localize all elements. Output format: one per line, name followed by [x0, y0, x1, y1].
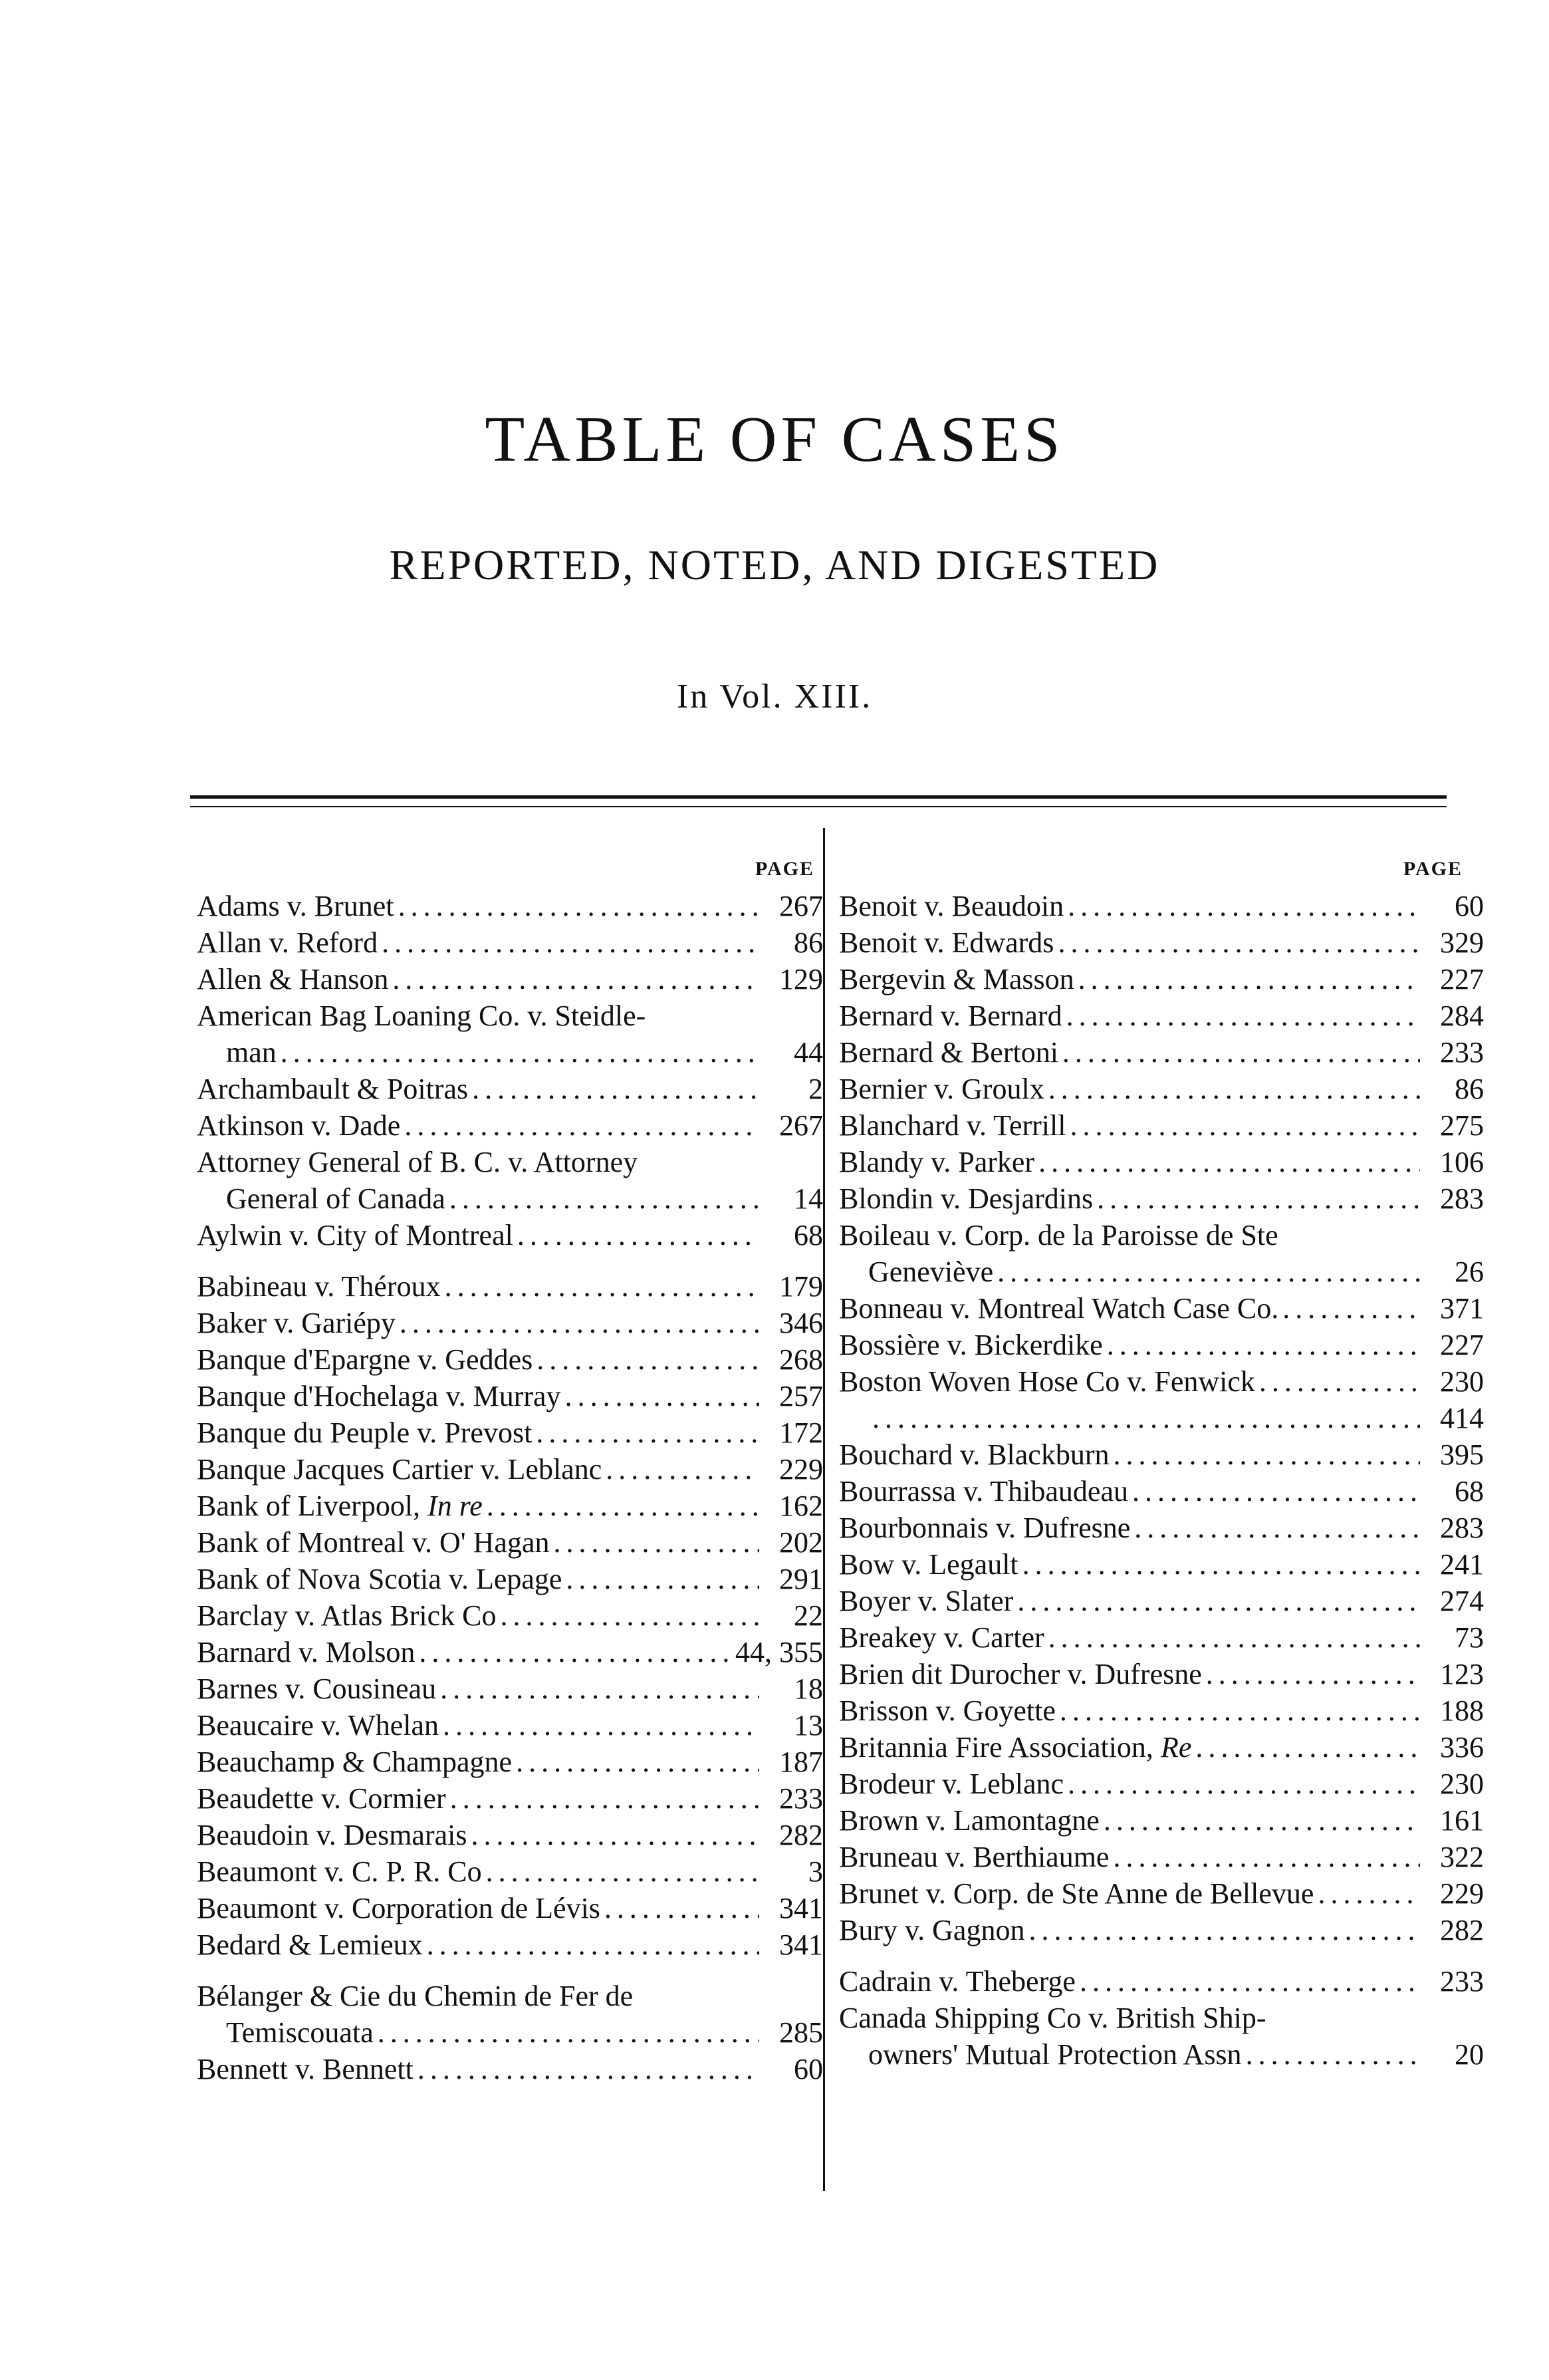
case-entry: [197, 1488, 823, 1524]
dot-leader: [419, 1634, 731, 1670]
page-number: 202: [779, 1526, 823, 1559]
dot-leader: [1104, 1802, 1420, 1839]
dot-leader: [1048, 1619, 1420, 1656]
page-number: 282: [1440, 1914, 1484, 1946]
case-entry: [197, 1524, 823, 1561]
case-entry: [197, 2014, 823, 2051]
dot-leader: [378, 2014, 759, 2051]
case-entry: [197, 1978, 823, 2014]
dot-leader: [566, 1561, 759, 1597]
dot-leader: [398, 888, 759, 924]
case-entry: [197, 1926, 823, 1963]
page-number: 329: [1440, 926, 1484, 959]
dot-leader: [404, 1107, 759, 1144]
page-number: 322: [1440, 1841, 1484, 1873]
page-number: 179: [779, 1270, 823, 1303]
case-name: Cadrain v. Theberge: [839, 1965, 1076, 1998]
case-name: American Bag Loaning Co. v. Steidle-: [197, 999, 646, 1032]
case-name: Baker v. Gariépy: [197, 1307, 396, 1339]
case-name: Banque Jacques Cartier v. Leblanc: [197, 1453, 602, 1486]
dot-leader: [536, 1341, 759, 1378]
case-name: Babineau v. Théroux: [197, 1270, 441, 1303]
page-number: 86: [794, 926, 823, 959]
dot-leader: [1048, 1071, 1420, 1107]
page-number: 229: [779, 1453, 823, 1486]
case-name: Bedard & Lemieux: [197, 1928, 423, 1961]
case-entry: [197, 1144, 823, 1180]
case-list-left: [197, 888, 823, 2087]
case-entry: [839, 1473, 1484, 1510]
page-number: 285: [779, 2016, 823, 2049]
case-name: Barnard v. Molson: [197, 1636, 416, 1668]
case-name: Bossière v. Bickerdike: [839, 1329, 1103, 1361]
dot-leader: [1195, 1729, 1420, 1766]
case-name: Brunet v. Corp. de Ste Anne de Bellevue: [839, 1877, 1314, 1910]
page-column-heading-right: PAGE: [1403, 858, 1463, 880]
case-entry: [197, 1071, 823, 1107]
case-name: Allen & Hanson: [197, 963, 389, 995]
page-number: 2: [808, 1073, 823, 1105]
page-number: 229: [1440, 1877, 1484, 1910]
page-number: 73: [1455, 1621, 1484, 1654]
case-name: Allan v. Reford: [197, 926, 378, 959]
dot-leader: [281, 1034, 759, 1071]
case-entry: [839, 1363, 1484, 1400]
dot-leader: [1132, 1473, 1420, 1510]
case-name: Canada Shipping Co v. British Ship-: [839, 2002, 1266, 2034]
page-number: 275: [1440, 1109, 1484, 1142]
dot-leader: [1028, 1912, 1420, 1948]
case-name: Bourbonnais v. Dufresne: [839, 1512, 1131, 1544]
dot-leader: [1060, 1692, 1420, 1729]
case-name: Bruneau v. Berthiaume: [839, 1841, 1110, 1873]
page-number: 268: [779, 1343, 823, 1376]
case-entry: [197, 1817, 823, 1853]
dot-leader: [516, 1744, 759, 1780]
case-name: Boyer v. Slater: [839, 1585, 1014, 1617]
case-name: Blandy v. Parker: [839, 1146, 1035, 1178]
case-entry: [839, 1217, 1484, 1254]
case-name: Bank of Nova Scotia v. Lepage: [197, 1563, 562, 1595]
page-number: 341: [779, 1928, 823, 1961]
case-name: General of Canada: [226, 1182, 445, 1215]
dot-leader: [445, 1268, 759, 1305]
case-name: Bank of Montreal v. O' Hagan: [197, 1526, 550, 1559]
page-number: 3: [808, 1855, 823, 1888]
page-number: 274: [1440, 1585, 1484, 1617]
case-name: Brisson v. Goyette: [839, 1694, 1056, 1727]
case-name: Barclay v. Atlas Brick Co: [197, 1599, 497, 1632]
case-name: Beaucaire v. Whelan: [197, 1709, 439, 1742]
case-entry: [839, 1510, 1484, 1546]
case-name: Temiscouata: [226, 2016, 374, 2049]
case-entry: [839, 1254, 1484, 1290]
dot-leader: [427, 1926, 759, 1963]
dot-leader: [1058, 924, 1420, 961]
case-entry: [839, 924, 1484, 961]
case-entry: [839, 1963, 1484, 2000]
dot-leader: [486, 1853, 759, 1890]
case-name: Boston Woven Hose Co v. Fenwick: [839, 1365, 1255, 1398]
dot-leader: [400, 1305, 759, 1341]
dot-leader: [1113, 1839, 1420, 1875]
page-number: 44: [794, 1036, 823, 1069]
case-entry: [197, 1634, 823, 1670]
case-name: Bernard v. Bernard: [839, 999, 1062, 1032]
case-name: Geneviève: [868, 1256, 994, 1288]
dot-leader: [1206, 1656, 1420, 1692]
case-entry: [839, 1144, 1484, 1180]
case-entry: [197, 888, 823, 924]
page-number: 257: [779, 1380, 823, 1412]
page-number: 241: [1440, 1548, 1484, 1581]
page-number: 188: [1440, 1694, 1484, 1727]
case-name: Bury v. Gagnon: [839, 1914, 1025, 1946]
case-name: Bouchard v. Blackburn: [839, 1438, 1110, 1471]
dot-leader: [487, 1488, 759, 1524]
page-number: 233: [779, 1782, 823, 1815]
dot-leader: [501, 1597, 759, 1634]
dot-leader: [997, 1254, 1420, 1290]
case-entry: [839, 961, 1484, 997]
dot-leader: [1022, 1546, 1420, 1583]
case-entry: [839, 2000, 1484, 2036]
page-number: 371: [1440, 1292, 1484, 1325]
page-column-heading-left: PAGE: [755, 858, 814, 880]
case-entry: [197, 1780, 823, 1817]
case-name: Brodeur v. Leblanc: [839, 1768, 1064, 1800]
case-entry: [839, 997, 1484, 1034]
page-number: 13: [794, 1709, 823, 1742]
dot-leader: [472, 1071, 759, 1107]
case-entry: [197, 1670, 823, 1707]
case-entry: [197, 924, 823, 961]
case-name: Bennett v. Bennett: [197, 2053, 414, 2085]
dot-leader: [443, 1707, 759, 1744]
case-entry: [839, 2036, 1484, 2073]
page-number: 346: [779, 1307, 823, 1339]
case-entry: [839, 888, 1484, 924]
dot-leader: [1246, 2036, 1420, 2073]
dot-leader: [872, 1400, 1420, 1436]
case-entry: [839, 1400, 1484, 1436]
case-name: Bernard & Bertoni: [839, 1036, 1058, 1069]
dot-leader: [1062, 1034, 1420, 1071]
page-number: 395: [1440, 1438, 1484, 1471]
case-entry: [197, 961, 823, 997]
dot-leader: [440, 1670, 759, 1707]
dot-leader: [1066, 997, 1420, 1034]
page-number: 14: [794, 1182, 823, 1215]
dot-leader: [1097, 1180, 1420, 1217]
case-entry: [839, 1107, 1484, 1144]
page-number: 230: [1440, 1365, 1484, 1398]
case-entry: [197, 1378, 823, 1414]
case-entry: [197, 997, 823, 1034]
dot-leader: [1259, 1363, 1420, 1400]
case-list-right: [839, 888, 1484, 2073]
case-entry: [197, 1451, 823, 1488]
page-number: 233: [1440, 1965, 1484, 1998]
page-number: 291: [779, 1563, 823, 1595]
page-number: 341: [779, 1892, 823, 1924]
case-entry: [197, 1341, 823, 1378]
case-entry: [839, 1290, 1484, 1327]
dot-leader: [554, 1524, 760, 1561]
page-number: 20: [1455, 2038, 1484, 2071]
dot-leader: [604, 1890, 759, 1926]
case-name: Beaudoin v. Desmarais: [197, 1819, 467, 1851]
case-name: Atkinson v. Dade: [197, 1109, 401, 1142]
dot-leader: [1113, 1436, 1420, 1473]
page-number: 172: [779, 1416, 823, 1449]
case-entry: [197, 1597, 823, 1634]
case-name: Bélanger & Cie du Chemin de Fer de: [197, 1980, 634, 2012]
page-title: TABLE OF CASES: [485, 404, 1064, 475]
page-number: 336: [1440, 1731, 1484, 1764]
case-name: Blondin v. Desjardins: [839, 1182, 1094, 1215]
case-name: Britannia Fire Association, Re: [839, 1731, 1192, 1764]
page-number: 26: [1455, 1256, 1484, 1288]
case-entry: [839, 1327, 1484, 1363]
page-number: 233: [1440, 1036, 1484, 1069]
dot-leader: [1318, 1875, 1420, 1912]
page-number: 60: [794, 2053, 823, 2085]
page-number: 187: [779, 1746, 823, 1778]
page-number: 106: [1440, 1146, 1484, 1178]
dot-leader: [1107, 1327, 1420, 1363]
case-entry: [839, 1692, 1484, 1729]
case-name: Bourrassa v. Thibaudeau: [839, 1475, 1128, 1508]
case-name: Beaumont v. Corporation de Lévis: [197, 1892, 600, 1924]
dot-leader: [1080, 1963, 1420, 2000]
page-number: 282: [779, 1819, 823, 1851]
case-name: Boileau v. Corp. de la Paroisse de Ste: [839, 1219, 1278, 1252]
case-entry: [839, 1034, 1484, 1071]
case-name: Bergevin & Masson: [839, 963, 1074, 995]
page-number: 22: [794, 1599, 823, 1632]
volume-label: In Vol. XIII.: [676, 678, 873, 716]
dot-leader: [1068, 888, 1420, 924]
case-entry: [839, 1180, 1484, 1217]
dot-leader: [449, 1180, 759, 1217]
case-entry: [839, 1071, 1484, 1107]
case-name: Bernier v. Groulx: [839, 1073, 1044, 1105]
case-entry: [197, 1034, 823, 1071]
case-entry: [197, 1305, 823, 1341]
page-number: 284: [1440, 999, 1484, 1032]
case-entry: [197, 1414, 823, 1451]
case-name: Benoit v. Edwards: [839, 926, 1054, 959]
header-rule-thin: [190, 806, 1447, 807]
page-number: 86: [1455, 1073, 1484, 1105]
dot-leader: [536, 1414, 759, 1451]
page-subtitle: REPORTED, NOTED, AND DIGESTED: [389, 541, 1160, 589]
page-number: 60: [1455, 890, 1484, 922]
case-entry: [197, 1561, 823, 1597]
page-number: 230: [1440, 1768, 1484, 1800]
page-number: 68: [1455, 1475, 1484, 1508]
case-name: Beaumont v. C. P. R. Co: [197, 1855, 482, 1888]
dot-leader: [450, 1780, 759, 1817]
page-number: 44, 355: [735, 1636, 823, 1668]
dot-leader: [1078, 961, 1420, 997]
case-entry: [839, 1839, 1484, 1875]
page-number: 283: [1440, 1512, 1484, 1544]
page-number: 123: [1440, 1658, 1484, 1690]
case-name: Bank of Liverpool, In re: [197, 1490, 483, 1522]
page-number: 68: [794, 1219, 823, 1252]
case-entry: [197, 1744, 823, 1780]
case-name: Bonneau v. Montreal Watch Case Co.: [839, 1292, 1279, 1325]
page-number: 283: [1440, 1182, 1484, 1215]
case-name: Adams v. Brunet: [197, 890, 394, 922]
dot-leader: [1134, 1510, 1420, 1546]
dot-leader: [471, 1817, 759, 1853]
page-number: 129: [779, 963, 823, 995]
case-entry: [839, 1875, 1484, 1912]
case-entry: [839, 1546, 1484, 1583]
case-name: Bow v. Legault: [839, 1548, 1018, 1581]
case-name: Banque d'Epargne v. Geddes: [197, 1343, 533, 1376]
case-name: Beaudette v. Cormier: [197, 1782, 446, 1815]
case-name: owners' Mutual Protection Assn: [868, 2038, 1242, 2071]
case-entry: [839, 1912, 1484, 1948]
case-entry: [197, 1707, 823, 1744]
case-entry: [839, 1766, 1484, 1802]
case-entry: [197, 1268, 823, 1305]
case-entry: [197, 2051, 823, 2087]
dot-leader: [517, 1217, 759, 1254]
dot-leader: [1282, 1290, 1420, 1327]
case-name: Archambault & Poitras: [197, 1073, 469, 1105]
case-entry: [197, 1853, 823, 1890]
case-name: Banque du Peuple v. Prevost: [197, 1416, 533, 1449]
case-entry: [839, 1619, 1484, 1656]
page-number: 161: [1440, 1804, 1484, 1837]
case-name: Breakey v. Carter: [839, 1621, 1044, 1654]
case-name: Brown v. Lamontagne: [839, 1804, 1100, 1837]
case-name: Benoit v. Beaudoin: [839, 890, 1064, 922]
case-name: Blanchard v. Terrill: [839, 1109, 1066, 1142]
page-number: 227: [1440, 963, 1484, 995]
page-number: 414: [1440, 1402, 1484, 1434]
page-number: 162: [779, 1490, 823, 1522]
dot-leader: [1017, 1583, 1420, 1619]
page-number: 227: [1440, 1329, 1484, 1361]
case-entry: [197, 1890, 823, 1926]
page-number: 267: [779, 890, 823, 922]
dot-leader: [606, 1451, 759, 1488]
dot-leader: [1070, 1107, 1420, 1144]
case-name: Attorney General of B. C. v. Attorney: [197, 1146, 638, 1178]
case-entry: [839, 1802, 1484, 1839]
case-name: Aylwin v. City of Montreal: [197, 1219, 513, 1252]
dot-leader: [1038, 1144, 1420, 1180]
case-name: man: [226, 1036, 277, 1069]
case-entry: [197, 1180, 823, 1217]
case-name: Banque d'Hochelaga v. Murray: [197, 1380, 561, 1412]
case-entry: [197, 1217, 823, 1254]
case-entry: [839, 1436, 1484, 1473]
dot-leader: [1068, 1766, 1420, 1802]
header-rule-thick: [190, 795, 1447, 799]
page-number: 267: [779, 1109, 823, 1142]
case-name: Barnes v. Cousineau: [197, 1672, 437, 1705]
case-entry: [839, 1583, 1484, 1619]
dot-leader: [382, 924, 759, 961]
case-entry: [839, 1729, 1484, 1766]
case-name: Beauchamp & Champagne: [197, 1746, 513, 1778]
column-divider: [823, 828, 825, 2191]
dot-leader: [417, 2051, 759, 2087]
page-number: 18: [794, 1672, 823, 1705]
case-entry: [839, 1656, 1484, 1692]
dot-leader: [392, 961, 759, 997]
dot-leader: [565, 1378, 759, 1414]
case-name: Brien dit Durocher v. Dufresne: [839, 1658, 1202, 1690]
case-entry: [197, 1107, 823, 1144]
